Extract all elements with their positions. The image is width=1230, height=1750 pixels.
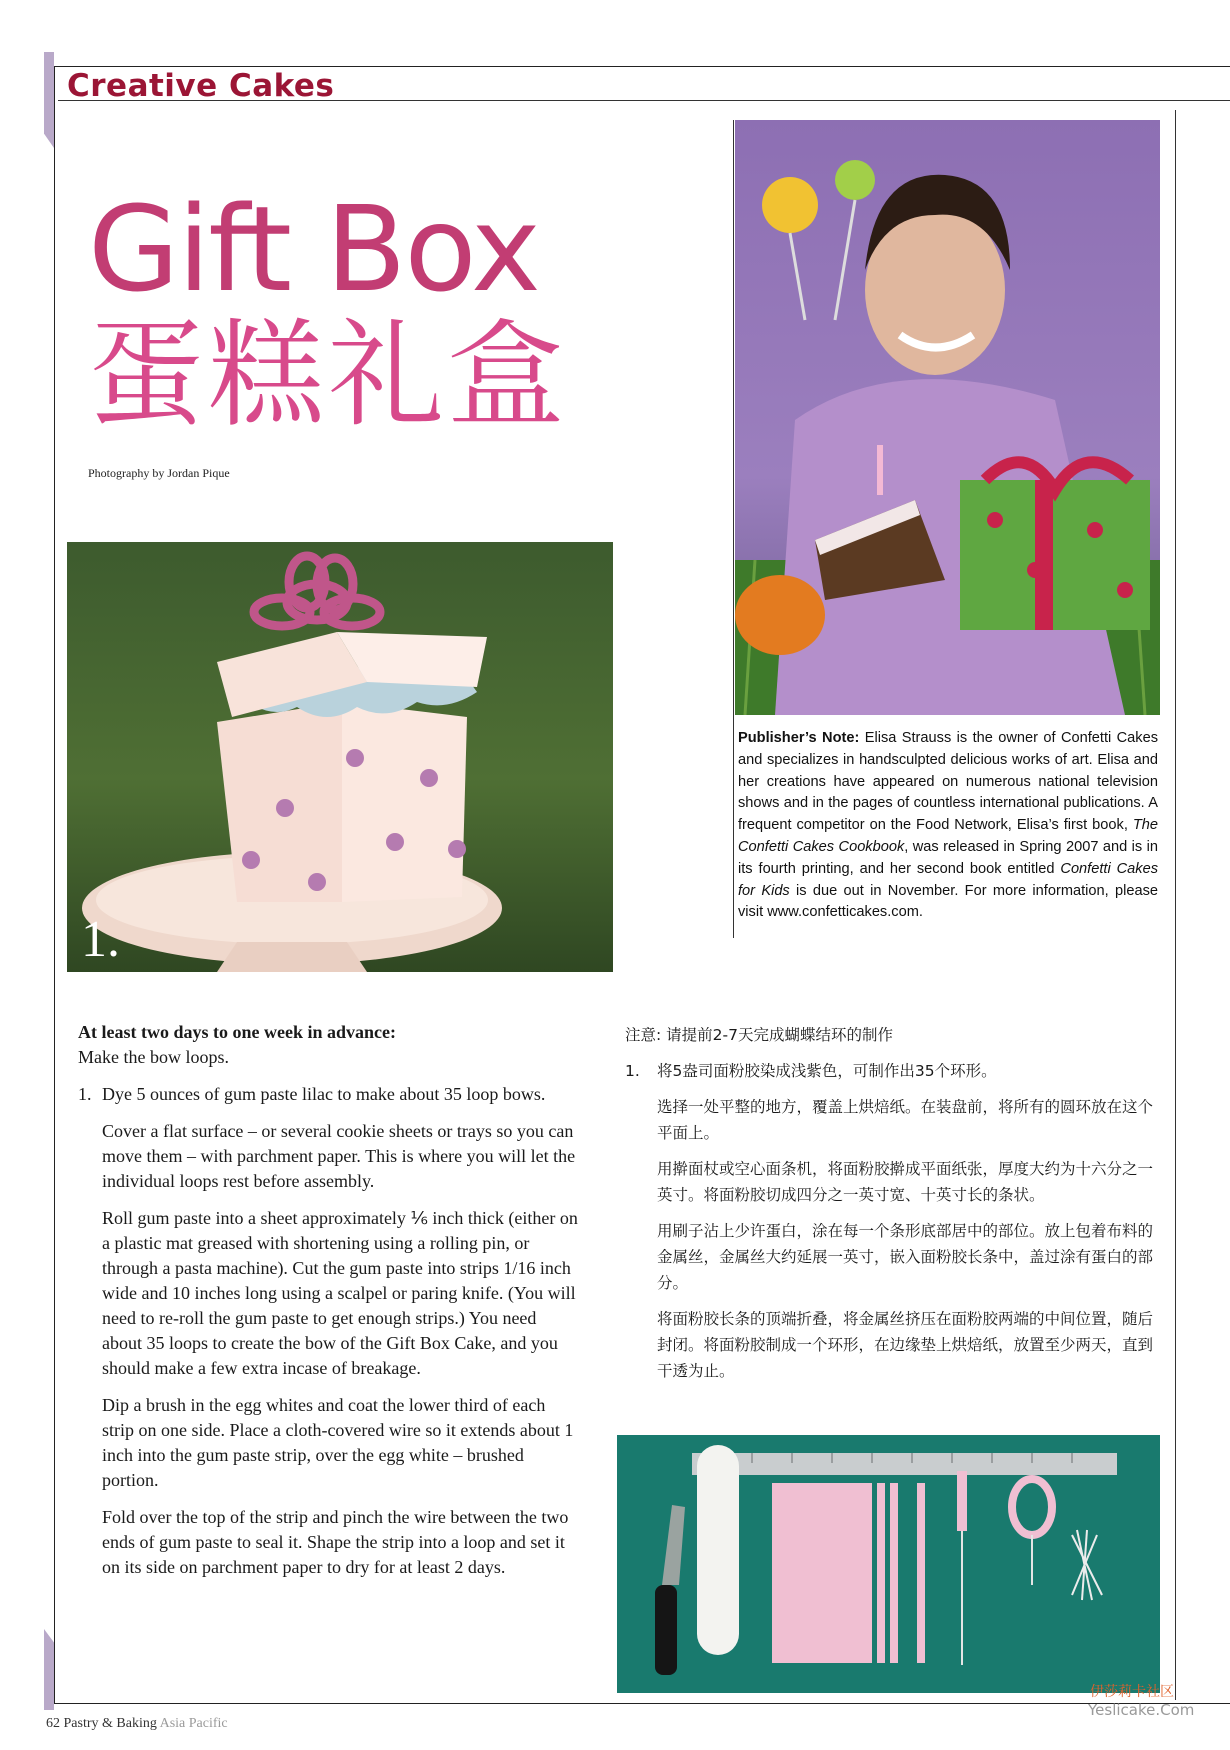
column-rule — [1175, 110, 1176, 1700]
step-text: Dye 5 ounces of gum paste lilac to make about 35 loop bows. — [102, 1084, 546, 1104]
book-title-1: The Confetti Cakes Cookbook — [738, 817, 1158, 855]
publishers-note — [738, 728, 1158, 924]
decorative-corner-top — [44, 52, 54, 148]
article-title-english: Gift Box — [88, 180, 539, 318]
chinese-step-number: 1. — [625, 1062, 640, 1080]
photo-credit: Photography by Jordan Pique — [88, 466, 230, 480]
page-number: 62 — [46, 1716, 60, 1731]
chinese-paragraph-3: 用擀面杖或空心面条机，将面粉胶擀成平面纸张，厚度大约为十六分之一英寸。将面粉胶切成四分之一英寸宽、十英寸长的条状。 — [657, 1160, 1154, 1204]
lead-heading: At least two days to one week in advance: — [78, 1022, 396, 1042]
decorative-corner-bottom — [44, 1620, 54, 1710]
book-title-2: Confetti Cakes for Kids — [738, 860, 1158, 899]
watermark-english: Yeslicake.Com — [1088, 1701, 1195, 1719]
english-instructions — [78, 1020, 578, 1592]
instruction-paragraph-3: Roll gum paste into a sheet approximately ⅙ inch thick (either on a plastic mat greased with shortening using a rolling pin, or through a pasta machine). Cut the gum paste into strips 1/16 inch wide and 10 inches long using a scalpel or paring knife. (You will need to re-roll the gum paste to get enough strips.) You need about 35 loops to create the bow of the Gift Box Cake, and you should make a few extra incase of breakage. — [102, 1208, 578, 1378]
chinese-paragraph-4: 用刷子沾上少许蛋白，涂在每一个条形底部居中的部位。放上包着布料的金属丝，金属丝大约延展一英寸，嵌入面粉胶长条中，盖过涂有蛋白的部分。 — [657, 1222, 1154, 1292]
lead-text: Make the bow loops. — [78, 1047, 229, 1067]
publication-region: Asia Pacific — [159, 1716, 228, 1731]
page-footer — [46, 1716, 228, 1732]
step-number: 1. — [78, 1084, 92, 1104]
frame-top-rule — [54, 66, 1230, 67]
publishers-note-text-2: , was released in Spring 2007 and is in its fourth printing, and her second book entitled — [738, 838, 1158, 877]
chinese-paragraph-5: 将面粉胶长条的顶端折叠，将金属丝挤压在面粉胶两端的中间位置，随后封闭。将面粉胶制成一个环形，在边缘垫上烘焙纸，放置至少两天，直到干透为止。 — [657, 1310, 1154, 1380]
chinese-paragraph-2: 选择一处平整的地方，覆盖上烘焙纸。在装盘前，将所有的圆环放在这个平面上。 — [657, 1098, 1154, 1142]
frame-bottom-rule — [54, 1703, 1230, 1704]
section-title: Creative Cakes — [67, 68, 335, 104]
instruction-paragraph-4: Dip a brush in the egg whites and coat the lower third of each strip on one side. Place a cloth-covered wire so it extends about 1 inch into the gum paste strip, over the egg white – brushed portion. — [102, 1395, 574, 1490]
gift-box-cake-photo — [67, 542, 613, 972]
instruction-step-1 — [78, 1082, 578, 1107]
watermark-chinese: 伊莎莉卡社区 — [1090, 1684, 1174, 1700]
instruction-paragraph-2: Cover a flat surface – or several cookie sheets or trays so you can move them – with parchment paper. This is where you will let the individual loops rest before assembly. — [102, 1121, 576, 1191]
chinese-step-text: 将5盎司面粉胶染成浅紫色，可制作出35个环形。 — [657, 1062, 997, 1080]
publishers-note-label: Publisher’s Note: — [738, 730, 860, 746]
publishers-note-text-1: Elisa Strauss is the owner of Confetti Cakes and specializes in handsculpted delicious works of art. Elisa and her creations have appeared on numerous national television shows and in the pages of countless international publications. A frequent competitor on the Food Network, Elisa’s first book, — [738, 730, 1159, 834]
tools-photo — [617, 1435, 1160, 1693]
photo-rule — [733, 120, 734, 938]
step-number-overlay: 1. — [81, 911, 120, 968]
instruction-paragraph-5: Fold over the top of the strip and pinch the wire between the two ends of gum paste to seal it. Shape the strip into a loop and set it on its side on parchment paper to dry for at least 2 days. — [102, 1507, 569, 1577]
publishers-note-text-3: is due out in November. For more information, please visit www.confetticakes.com. — [738, 882, 1158, 921]
chinese-note: 注意: 请提前2-7天完成蝴蝶结环的制作 — [625, 1026, 893, 1044]
chef-portrait-photo — [735, 120, 1160, 715]
article-title-chinese: 蛋糕礼盒 — [88, 308, 568, 443]
frame-left-rule — [54, 66, 55, 1704]
chinese-instructions — [625, 1022, 1155, 1394]
publication-name: Pastry & Baking — [63, 1716, 157, 1731]
chinese-step-1 — [625, 1058, 1155, 1084]
